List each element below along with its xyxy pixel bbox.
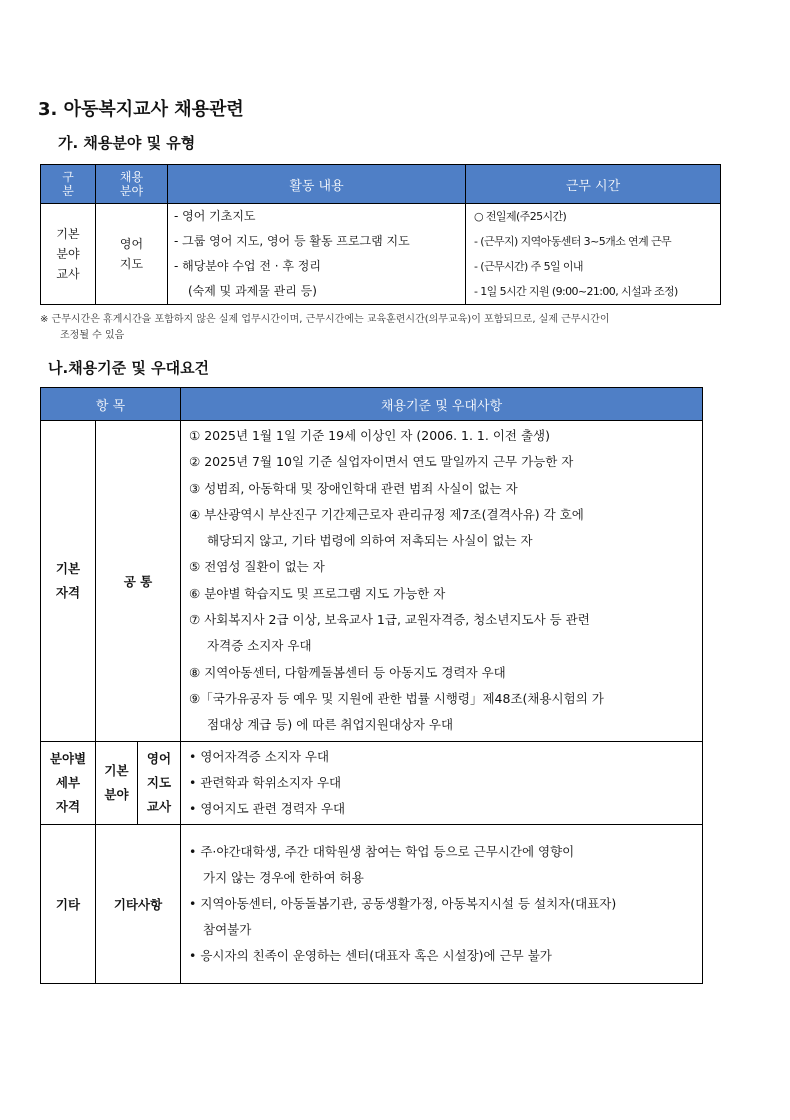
- list-item: 참여불가: [203, 921, 252, 937]
- basic-category: 기본 자격: [41, 421, 96, 742]
- header-category: 구 분: [41, 165, 96, 204]
- detail-category: 분야별 세부 자격: [41, 741, 96, 824]
- activity-item: - 해당분야 수업 전 · 후 정리: [174, 259, 321, 273]
- row-category: 기본 분야 교사: [41, 204, 96, 305]
- other-category: 기타: [41, 824, 96, 983]
- page-heading: 3. 아동복지교사 채용관련: [38, 99, 244, 120]
- table-row-other: [41, 824, 703, 983]
- section-a-title: 가. 채용분야 및 유형: [58, 134, 196, 152]
- list-item: ⑦ 사회복지사 2급 이상, 보육교사 1급, 교원자격증, 청소년지도사 등 관련: [189, 612, 590, 628]
- hours-item: - (근무지) 지역아동센터 3~5개소 연계 근무: [474, 235, 672, 248]
- list-item: • 지역아동센터, 아동돌봄기관, 공동생활가정, 아동복지시설 등 설치자(대표자): [189, 895, 617, 911]
- work-hours-note: ※ 근무시간은 휴게시간을 포함하지 않은 실제 업무시간이며, 근무시간에는 교육훈련시간(의무교육)이 포함되므로, 실제 근무시간이 조정될 수 있음: [40, 314, 610, 341]
- activity-item: (숙제 및 과제물 관리 등): [188, 284, 317, 298]
- table-row: [41, 204, 721, 305]
- list-item: • 관련학과 학위소지자 우대: [189, 774, 342, 790]
- list-item: 해당되지 않고, 기타 법령에 의하여 저촉되는 사실이 없는 자: [207, 533, 533, 549]
- list-item: • 주·야간대학생, 주간 대학원생 참여는 학업 등으로 근무시간에 영향이: [189, 843, 575, 859]
- list-item: 점대상 계급 등) 에 따른 취업지원대상자 우대: [207, 717, 454, 733]
- list-item: • 응시자의 친족이 운영하는 센터(대표자 혹은 시설장)에 근무 불가: [189, 947, 552, 963]
- row-activities: [168, 204, 466, 305]
- list-item: ③ 성범죄, 아동학대 및 장애인학대 관련 범죄 사실이 없는 자: [189, 480, 518, 496]
- header-criteria: 채용기준 및 우대사항: [181, 388, 703, 421]
- hours-item: ○ 전일제(주25시간): [474, 210, 567, 223]
- row-field: 영어 지도: [96, 204, 168, 305]
- basic-criteria-list: [181, 421, 703, 742]
- list-item: • 영어자격증 소지자 우대: [189, 748, 330, 764]
- list-item: ② 2025년 7월 10일 기준 실업자이면서 연도 말일까지 근무 가능한 자: [189, 454, 574, 470]
- table-row-basic: [41, 421, 703, 742]
- activity-item: - 영어 기초지도: [174, 209, 256, 223]
- hours-item: - 1일 5시간 지원 (9:00~21:00, 시설과 조정): [474, 285, 678, 298]
- header-field: 채용 분야: [96, 165, 168, 204]
- detail-english-teacher: 영어 지도 교사: [138, 741, 181, 824]
- list-item: ⑨「국가유공자 등 예우 및 지원에 관한 법률 시행령」제48조(채용시험의 가: [189, 690, 604, 706]
- header-item: 항 목: [41, 388, 181, 421]
- list-item: 자격증 소지자 우대: [207, 638, 312, 654]
- list-item: • 영어지도 관련 경력자 우대: [189, 800, 346, 816]
- criteria-table: [40, 387, 703, 984]
- activity-item: - 그룹 영어 지도, 영어 등 활동 프로그램 지도: [174, 234, 410, 248]
- header-activities: 활동 내용: [168, 165, 466, 204]
- table-header-row: [41, 388, 703, 421]
- section-b-title: 나.채용기준 및 우대요건: [48, 359, 210, 377]
- header-work-hours: 근무 시간: [466, 165, 721, 204]
- list-item: 가지 않는 경우에 한하여 허용: [203, 869, 364, 885]
- basic-common: 공 통: [96, 421, 181, 742]
- hours-item: - (근무시간) 주 5일 이내: [474, 260, 583, 273]
- employment-type-table: [40, 164, 721, 305]
- detail-criteria-list: [181, 741, 703, 824]
- list-item: ④ 부산광역시 부산진구 기간제근로자 관리규정 제7조(결격사유) 각 호에: [189, 506, 584, 522]
- table-row-detail: [41, 741, 703, 824]
- list-item: ① 2025년 1월 1일 기준 19세 이상인 자 (2006. 1. 1. 이전 출생): [189, 428, 550, 443]
- detail-basic-field: 기본 분야: [96, 741, 138, 824]
- list-item: ⑥ 분야별 학습지도 및 프로그램 지도 가능한 자: [189, 585, 446, 601]
- row-work-hours: [466, 204, 721, 305]
- list-item: ⑧ 지역아동센터, 다함께돌봄센터 등 아동지도 경력자 우대: [189, 664, 506, 680]
- other-misc: 기타사항: [96, 824, 181, 983]
- other-criteria-list: [181, 824, 703, 983]
- list-item: ⑤ 전염성 질환이 없는 자: [189, 559, 325, 575]
- table-header-row: [41, 165, 721, 204]
